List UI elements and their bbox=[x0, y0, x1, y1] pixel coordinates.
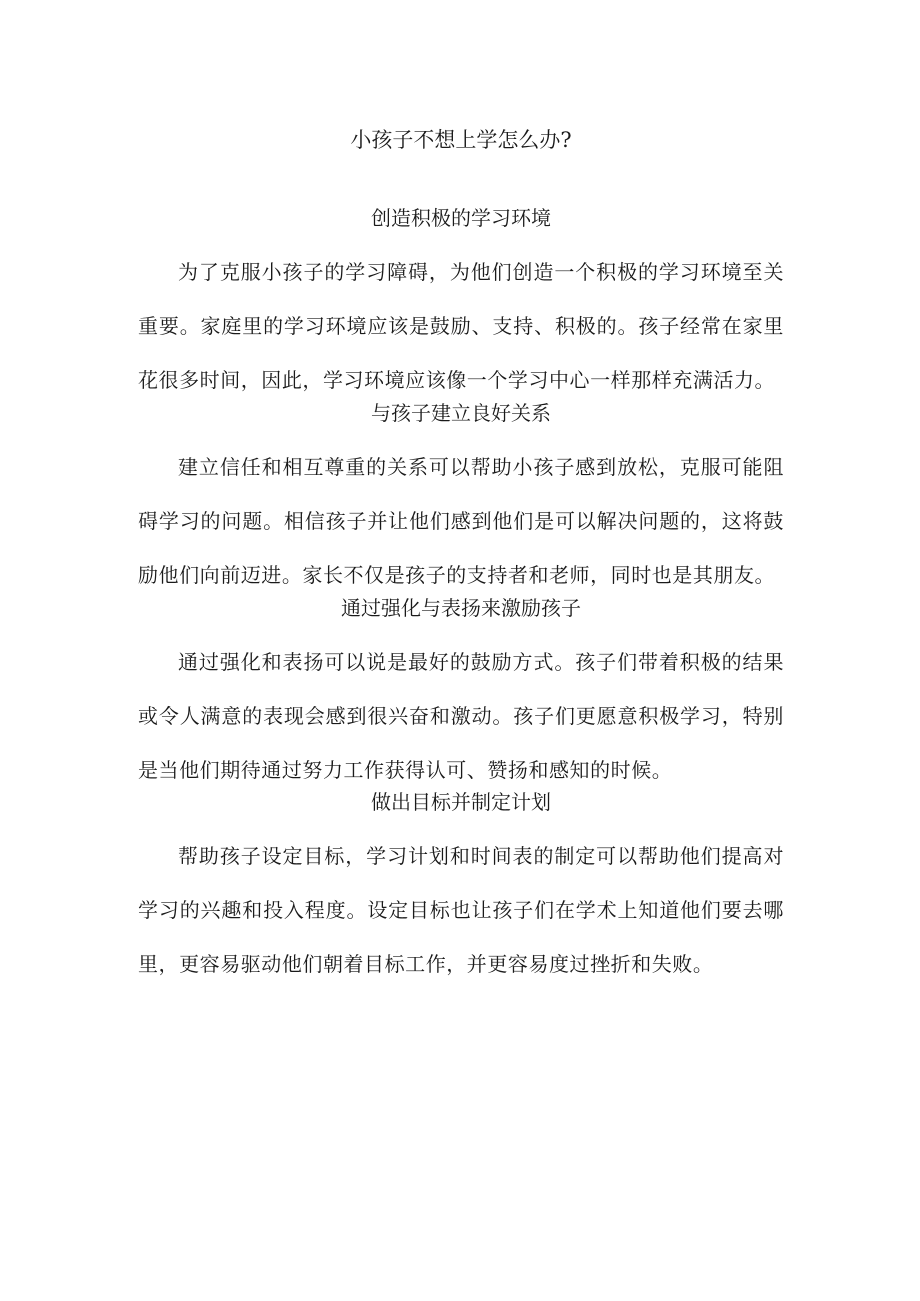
section-learning-environment bbox=[138, 200, 784, 407]
section-heading: 通过强化与表扬来激励孩子 bbox=[341, 596, 581, 620]
section-good-relationship bbox=[138, 395, 784, 602]
section-praise-motivation bbox=[138, 590, 784, 797]
section-paragraph: 通过强化和表扬可以说是最好的鼓励方式。孩子们带着积极的结果或令人满意的表现会感到很兴奋和激动。孩子们更愿意积极学习，特别是当他们期待通过努力工作获得认可、赞扬和感知的时候。 bbox=[138, 650, 784, 782]
section-heading: 创造积极的学习环境 bbox=[371, 206, 551, 230]
section-heading: 做出目标并制定计划 bbox=[371, 790, 551, 814]
section-heading: 与孩子建立良好关系 bbox=[371, 401, 551, 425]
section-goals-plan bbox=[138, 784, 784, 991]
section-paragraph: 为了克服小孩子的学习障碍，为他们创造一个积极的学习环境至关重要。家庭里的学习环境应该是鼓励、支持、积极的。孩子经常在家里花很多时间，因此，学习环境应该像一个学习中心一样那样充满活力。 bbox=[138, 260, 784, 392]
section-paragraph: 建立信任和相互尊重的关系可以帮助小孩子感到放松，克服可能阻碍学习的问题。相信孩子并让他们感到他们是可以解决问题的，这将鼓励他们向前迈进。家长不仅是孩子的支持者和老师，同时也是其朋友。 bbox=[138, 455, 784, 587]
document-title: 小孩子不想上学怎么办? bbox=[350, 128, 572, 152]
section-paragraph: 帮助孩子设定目标，学习计划和时间表的制定可以帮助他们提高对学习的兴趣和投入程度。设定目标也让孩子们在学术上知道他们要去哪里，更容易驱动他们朝着目标工作，并更容易度过挫折和失败。 bbox=[138, 844, 784, 976]
